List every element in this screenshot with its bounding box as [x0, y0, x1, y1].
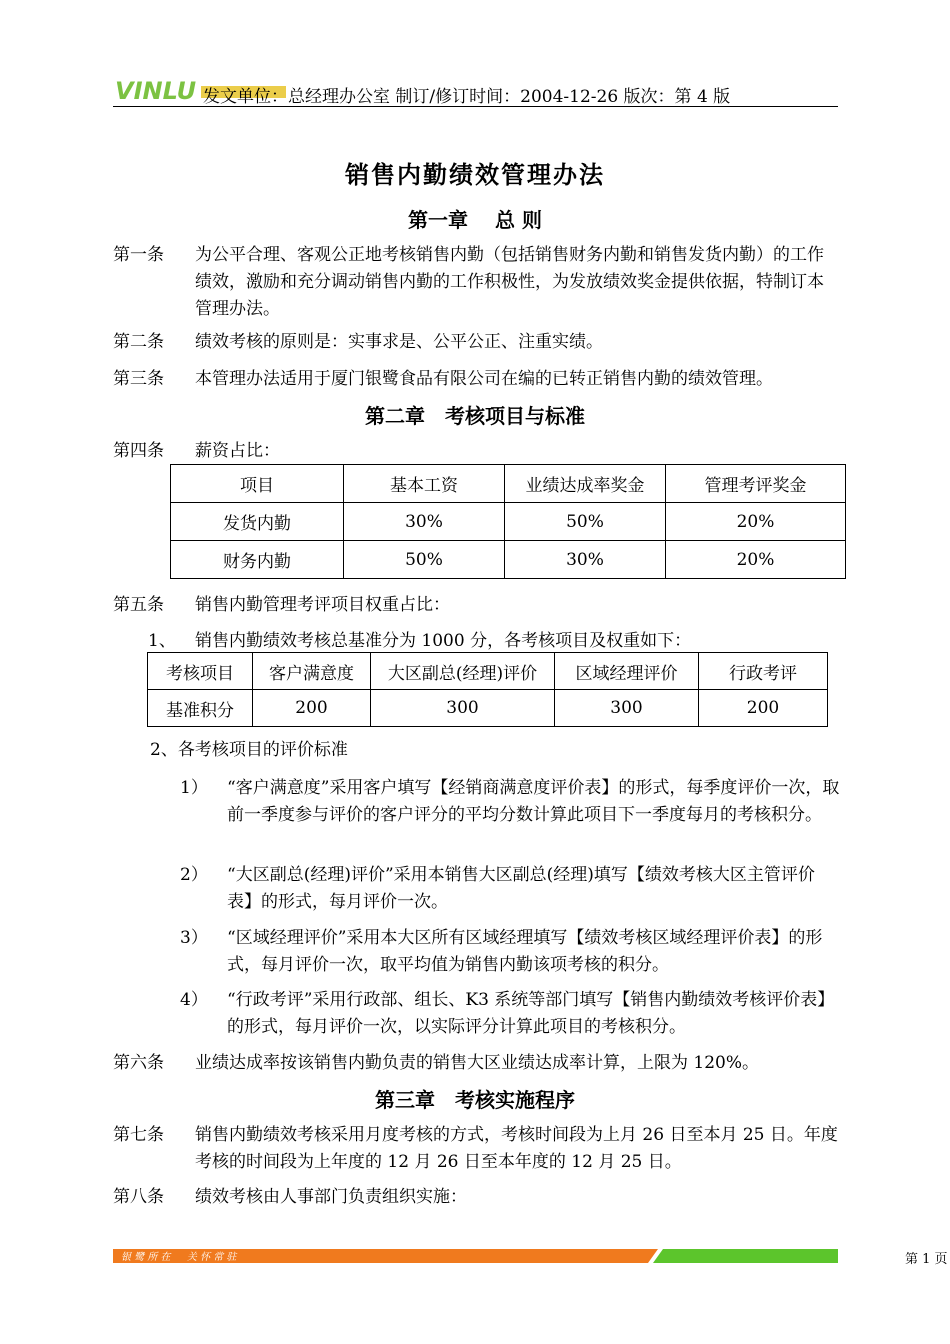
article-6	[113, 1050, 855, 1077]
criterion-1	[180, 775, 840, 829]
table-header-cell: 客户满意度	[253, 653, 371, 690]
article-4	[113, 438, 840, 465]
article-text: 绩效考核的原则是：实事求是、公平公正、注重实绩。	[195, 332, 603, 352]
table-header-cell: 管理考评奖金	[666, 465, 846, 503]
table-row	[171, 541, 846, 579]
article-text: 销售内勤管理考评项目权重占比：	[195, 595, 450, 615]
table-cell: 50%	[344, 541, 505, 579]
document-title: 销售内勤绩效管理办法	[345, 160, 605, 189]
chapter-3-heading: 第三章 考核实施程序	[375, 1088, 575, 1112]
table-header-row	[148, 653, 828, 690]
table-cell: 50%	[505, 503, 666, 541]
article-text: 绩效考核由人事部门负责组织实施：	[195, 1187, 467, 1207]
item-1	[148, 628, 691, 655]
table-header-row	[171, 465, 846, 503]
article-number: 第四条	[113, 441, 164, 461]
article-number: 第五条	[113, 595, 164, 615]
article-2	[113, 329, 840, 356]
header-info: 发文单位：总经理办公室 制订/修订时间：2004-12-26 版次：第 4 版	[203, 87, 731, 107]
table-cell: 30%	[505, 541, 666, 579]
criterion-number: 4）	[180, 990, 208, 1010]
article-5	[113, 592, 840, 619]
table-header-cell: 大区副总(经理)评价	[371, 653, 555, 690]
article-3	[113, 366, 855, 393]
footer-slogan: 银 鹭 所 在 关 怀 常 驻	[121, 1252, 237, 1263]
table-cell: 20%	[666, 541, 846, 579]
table-row	[171, 503, 846, 541]
table-cell: 20%	[666, 503, 846, 541]
article-text: 业绩达成率按该销售内勤负责的销售大区业绩达成率计算，上限为 120%。	[195, 1053, 760, 1073]
criterion-2	[180, 862, 840, 916]
table-cell: 基准积分	[148, 690, 253, 727]
salary-ratio-table	[170, 464, 846, 579]
table-cell: 300	[555, 690, 699, 727]
page-header	[113, 74, 838, 107]
article-text: 薪资占比：	[195, 441, 280, 461]
table-cell: 300	[371, 690, 555, 727]
article-text: 销售内勤绩效考核采用月度考核的方式，考核时间段为上月 26 日至本月 25 日。年度考核的时间段为上年度的 12 月 26 日至本年度的 12 月 25 日。	[195, 1125, 838, 1172]
footer-green-band	[653, 1249, 838, 1263]
table-header-cell: 业绩达成率奖金	[505, 465, 666, 503]
article-1	[113, 242, 840, 323]
page-number: 第 1 页	[905, 1252, 948, 1267]
logo-text: VINLU	[115, 77, 197, 104]
table-cell: 200	[253, 690, 371, 727]
article-8	[113, 1184, 840, 1211]
article-text: 为公平合理、客观公正地考核销售内勤（包括销售财务内勤和销售发货内勤）的工作绩效，激励和充分调动销售内勤的工作积极性，为发放绩效奖金提供依据，特制订本管理办法。	[195, 245, 824, 319]
item-2-heading: 2、各考核项目的评价标准	[150, 740, 348, 760]
table-header-cell: 区域经理评价	[555, 653, 699, 690]
criterion-text: “区域经理评价”采用本大区所有区域经理填写【绩效考核区域经理评价表】的形式，每月评价一次，取平均值为销售内勤该项考核的积分。	[227, 928, 823, 975]
footer-bar	[113, 1249, 838, 1263]
article-number: 第六条	[113, 1053, 164, 1073]
article-number: 第二条	[113, 332, 164, 352]
criterion-number: 3）	[180, 928, 208, 948]
table-header-cell: 考核项目	[148, 653, 253, 690]
table-header-cell: 基本工资	[344, 465, 505, 503]
criterion-number: 2）	[180, 865, 208, 885]
chapter-2-heading: 第二章 考核项目与标准	[365, 404, 585, 428]
table-cell: 30%	[344, 503, 505, 541]
item-number: 1、	[148, 631, 176, 651]
table-cell: 200	[699, 690, 828, 727]
table-cell: 发货内勤	[171, 503, 344, 541]
article-number: 第三条	[113, 369, 164, 389]
article-text: 本管理办法适用于厦门银鹭食品有限公司在编的已转正销售内勤的绩效管理。	[195, 369, 773, 389]
table-cell: 财务内勤	[171, 541, 344, 579]
table-header-cell: 项目	[171, 465, 344, 503]
chapter-1-heading: 第一章 总 则	[408, 208, 542, 232]
table-row	[148, 690, 828, 727]
article-number: 第七条	[113, 1125, 164, 1145]
criterion-3	[180, 925, 840, 979]
criterion-text: “大区副总(经理)评价”采用本销售大区副总(经理)填写【绩效考核大区主管评价表】的形式，每月评价一次。	[227, 865, 815, 912]
score-weight-table	[147, 652, 828, 727]
article-7	[113, 1122, 840, 1176]
item-text: 销售内勤绩效考核总基准分为 1000 分，各考核项目及权重如下：	[195, 631, 692, 651]
article-number: 第一条	[113, 245, 164, 265]
criterion-text: “行政考评”采用行政部、组长、K3 系统等部门填写【销售内勤绩效考核评价表】的形式，每月评价一次，以实际评分计算此项目的考核积分。	[227, 990, 835, 1037]
criterion-number: 1）	[180, 778, 208, 798]
article-number: 第八条	[113, 1187, 164, 1207]
table-header-cell: 行政考评	[699, 653, 828, 690]
criterion-4	[180, 987, 840, 1041]
criterion-text: “客户满意度”采用客户填写【经销商满意度评价表】的形式，每季度评价一次，取前一季度参与评价的客户评分的平均分数计算此项目下一季度每月的考核积分。	[227, 778, 840, 825]
